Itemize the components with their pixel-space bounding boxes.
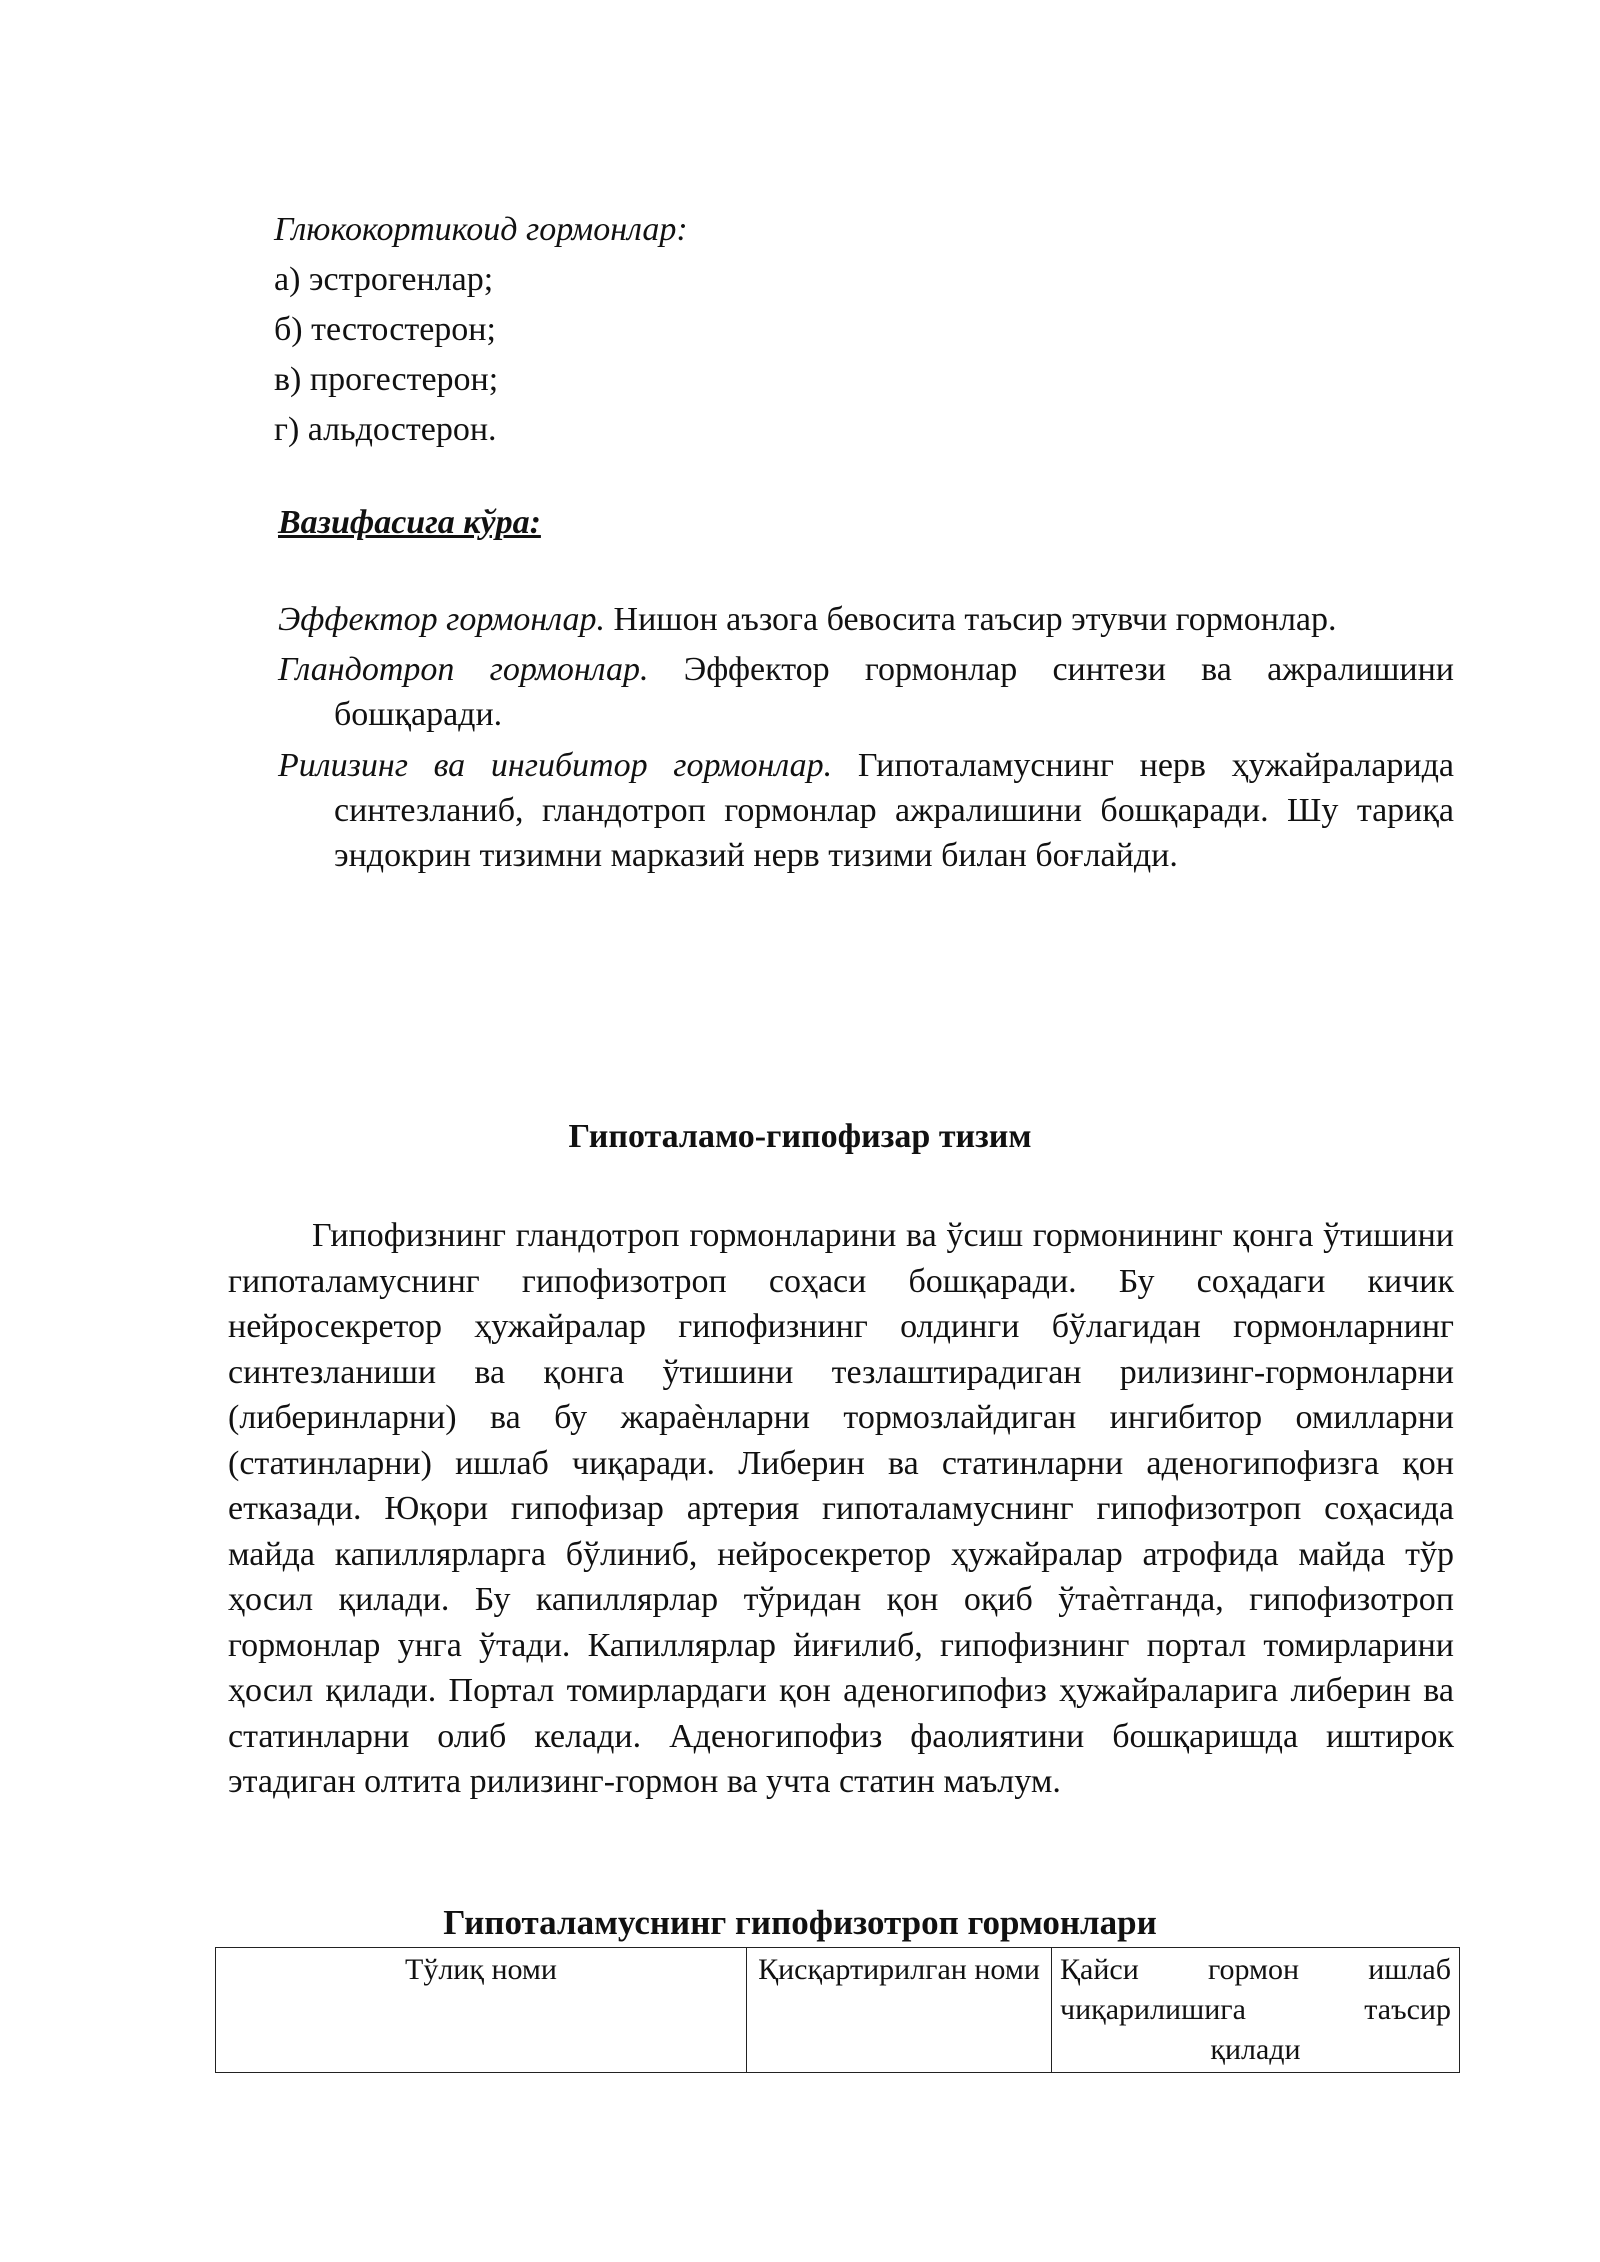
glucocorticoid-heading: Глюкокортикоид гормонлар: bbox=[274, 211, 688, 248]
definition-effector bbox=[278, 597, 1454, 642]
definition-text: Гипоталамуснинг нерв ҳужайраларида синтезланиб, гландотроп гормонлар ажралишини бошқаради. Шу тариқа эндокрин тизимни марказий нерв тизими билан боғлайди. bbox=[334, 747, 1454, 874]
list-item: б) тестостерон; bbox=[274, 311, 496, 348]
column-header-full-name: Тўлиқ номи bbox=[216, 1948, 747, 2073]
definition-text: Эффектор гормонлар синтези ва ажралишини бошқаради. bbox=[334, 651, 1454, 733]
definition-term: Гландотроп гормонлар. bbox=[278, 651, 649, 688]
column-header-effect-line: чиқарилишига таъсир bbox=[1060, 1993, 1451, 2026]
table-header-row bbox=[216, 1948, 1460, 2073]
column-header-effect-line: Қайси гормон ишлаб bbox=[1060, 1953, 1451, 1986]
definition-text: Нишон аъзога бевосита таъсир этувчи гормонлар. bbox=[605, 601, 1337, 638]
hormone-table bbox=[215, 1947, 1460, 2073]
column-header-effect-line: қилади bbox=[1210, 2033, 1301, 2066]
definition-releasing bbox=[278, 743, 1454, 878]
list-item: а) эстрогенлар; bbox=[274, 261, 494, 298]
list-item: в) прогестерон; bbox=[274, 361, 499, 398]
glucocorticoid-list bbox=[274, 205, 1474, 455]
function-heading: Вазифасига кўра: bbox=[278, 504, 541, 541]
section-title: Гипоталамо-гипофизар тизим bbox=[568, 1118, 1032, 1155]
definition-term: Эффектор гормонлар. bbox=[278, 601, 606, 638]
table-title: Гипоталамуснинг гипофизотроп гормонлари bbox=[443, 1903, 1157, 1942]
list-item: г) альдостерон. bbox=[274, 411, 497, 448]
definition-glandotropic bbox=[278, 647, 1454, 737]
main-paragraph: Гипофизнинг гландотроп гормонларини ва ўсиш гормонининг қонга ўтишини гипоталамуснинг гипофизотроп соҳаси бошқаради. Бу соҳадаги кичик нейросекретор ҳужайралар гипофизнинг олдинги бўлагидан гормонларнинг синтезланиши ва қонга ўтишини тезлаштирадиган рилизинг-гормонларни (либеринларни) ва бу жараѐнларни тормозлайдиган ингибитор омилларни (статинларни) ишлаб чиқаради. Либерин ва статинларни аденогипофизга қон етказади. Юқори гипофизар артерия гипоталамуснинг гипофизотроп соҳасида майда капиллярларга бўлиниб, нейросекретор ҳужайралар атрофида майда тўр ҳосил қилади. Бу капиллярлар тўридан қон оқиб ўтаѐтганда, гипофизотроп гормонлар унга ўтади. Капиллярлар йиғилиб, гипофизнинг портал томирларини ҳосил қилади. Портал томирлардаги қон аденогипофиз ҳужайраларига либерин ва статинларни олиб келади. Аденогипофиз фаолиятини бошқаришда иштирок этадиган олтита рилизинг-гормон ва учта статин маълум. bbox=[228, 1217, 1454, 1800]
definition-term: Рилизинг ва ингибитор гормонлар. bbox=[278, 747, 833, 784]
column-header-effect bbox=[1052, 1948, 1460, 2073]
column-header-short-name: Қисқартирилган номи bbox=[747, 1948, 1052, 2073]
